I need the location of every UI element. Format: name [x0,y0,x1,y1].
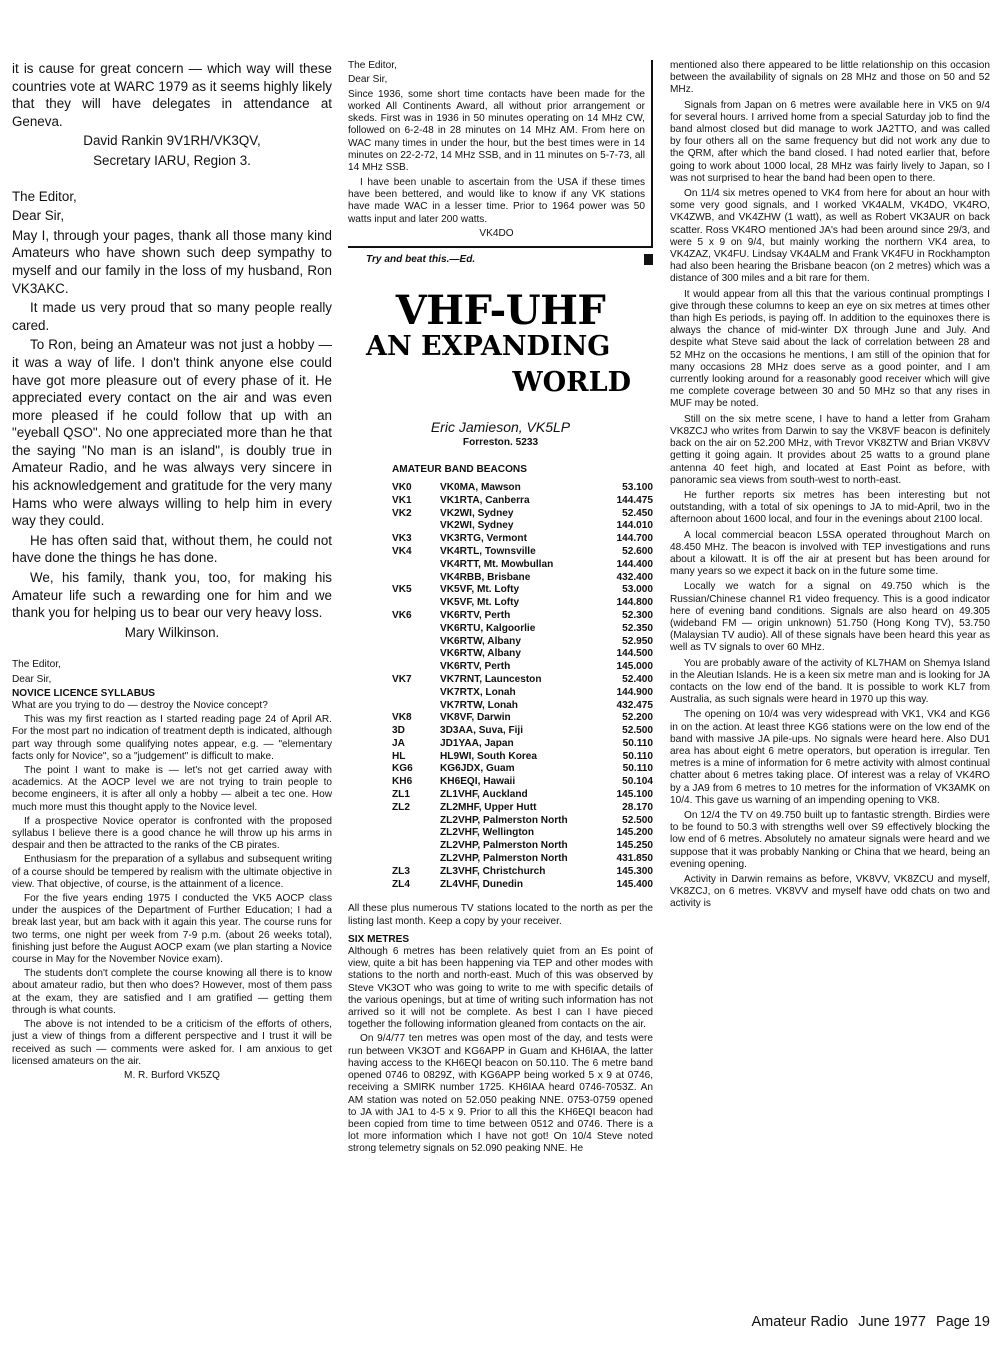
beacon-rows [348,482,653,892]
beacon-frequency: 52.450 [622,507,653,519]
article-author: Eric Jamieson, VK5LP [430,419,571,436]
end-of-article-icon [644,254,653,265]
beacon-callsign: VK6RTV, Perth [440,609,511,621]
beacon-callsign: KH6EQI, Hawaii [440,776,516,788]
beacon-callsign: VK1RTA, Canberra [440,494,530,506]
beacon-row [392,636,653,649]
beacon-frequency: 144.010 [616,520,653,532]
article-paragraph: Activity in Darwin remains as before, VK8VV, VK8ZCU and myself, VK8ZCJ, on 6 metres. VK8VV and myself have odd chats on two and activity is [670,874,990,910]
beacon-frequency: 53.000 [622,584,653,596]
beacon-frequency: 432.400 [616,571,653,583]
beacon-prefix: VK6 [392,609,412,621]
beacon-frequency: 145.000 [616,661,653,673]
beacon-frequency: 52.950 [622,635,653,647]
beacon-frequency: 145.250 [616,840,653,852]
beacon-callsign: VK6RTU, Kalgoorlie [440,622,536,634]
beacon-callsign: VK4RTL, Townsville [440,545,536,557]
six-metres-heading: SIX METRES [348,933,410,945]
beacon-callsign: ZL4VHF, Dunedin [440,878,523,890]
letter-3-salutation: The Editor, [12,659,61,671]
beacon-row [392,802,653,815]
six-metres-paragraph: Although 6 metres has been relatively quiet from an Es point of view, quite a bit has been happening via TEP and other modes with stations to the north and north-east. Much of this was observed by Steve VK3OT who was going to write to me with specific details of the various openings, but at time of writing such information has not arrived so it will not be complete. As best I can I have pieced together the following information gleaned from contacts on the air. [348,946,653,1031]
beacon-prefix [392,520,440,533]
letter-1-signature-title: Secretary IARU, Region 3. [93,152,251,168]
letter-1-end [12,60,332,170]
beacon-callsign: ZL2VHP, Palmerston North [440,814,568,826]
beacon-frequency: 52.300 [622,609,653,621]
beacon-frequency: 145.200 [616,827,653,839]
beacon-row [392,495,653,508]
beacon-callsign: VK2WI, Sydney [440,520,514,532]
beacon-callsign: ZL2MHF, Upper Hutt [440,801,537,813]
beacon-callsign: VK5VF, Mt. Lofty [440,584,520,596]
column-2 [348,60,653,1158]
beacon-row [392,508,653,521]
wac-letter-paragraph: I have been unable to ascertain from the USA if these times have been bettered, and would like to know if any VK stations have made WAC in a lesser time. Prior to 1964 power was 50 watts input and later 200 watts. [348,176,645,225]
article-paragraph: On 11/4 six metres opened to VK4 from here for about an hour with some very good signals, and I worked VK4ALM, VK4DO, VK4RO, VK4ZWB, and VK4ZHW (1 watt), as well as Robert VK3AUR on back scatter. Ross VK4RO mentioned JA's had been around since 29/3, and were 5 x 9 on 9/4, but mainly working the northern VK4 area, to VK4ZAZ, VK4FU. Lindsay VK4ALM and Frank VK4FU in Rockhampton had also been hearing the Brisbane beacon (on 2 metres) which was a distance of 300 miles and a bit rare for them. [670,188,990,285]
beacon-frequency: 432.475 [616,699,653,711]
beacon-row [392,879,653,892]
beacon-prefix: VK1 [392,494,412,506]
article-location: Forreston. 5233 [462,437,539,449]
letter-3 [12,659,332,1082]
beacon-row [392,725,653,738]
article-paragraph: Still on the six metre scene, I have to hand a letter from Graham VK8ZCJ who writes from Darwin to say the VK8VF beacon is definitely back on the air on 52.200 MHz, with Trevor VK8ZTW and Brian VK8VV getting it going again. It provides about 25 watts to a ground plane antenna 40 feet high, and located at East Point as before, with panoramic sea views from south-west to north-east. [670,413,990,486]
beacon-frequency: 50.110 [622,737,653,749]
letter-3-paragraph: What are you trying to do — destroy the Novice concept? [12,700,268,712]
letter-2-paragraph: He has often said that, without them, he could not have done the things he has done. [12,532,332,566]
beacon-callsign: ZL2VHF, Wellington [440,827,535,839]
beacon-frequency: 52.500 [622,725,653,737]
beacon-prefix: VK0 [392,481,412,493]
beacon-frequency: 431.850 [616,853,653,865]
letter-2-paragraph: We, his family, thank you, too, for making his Amateur life such a rewarding one for him and we thank you for helping us to bear our very heavy loss. [12,570,332,621]
beacon-row [392,700,653,713]
beacon-frequency: 52.600 [622,545,653,557]
beacon-row [392,648,653,661]
wac-letter-salutation: The Editor, [348,60,397,71]
column-1 [12,60,332,1084]
beacon-callsign: VK3RTG, Vermont [440,533,527,545]
beacon-prefix: VK5 [392,584,412,596]
beacon-row [392,623,653,636]
beacon-frequency: 28.170 [622,801,653,813]
beacon-callsign: ZL3VHF, Christchurch [440,865,546,877]
beacon-prefix: ZL2 [392,801,410,813]
beacon-callsign: VK7RTX, Lonah [440,686,516,698]
letter-2 [12,188,332,642]
letter-3-paragraph: If a prospective Novice operator is confronted with the proposed syllabus I believe there is a good chance he will throw up his arms in despair and then be attracted to the ranks of the CB pirates. [12,815,332,852]
beacon-row [392,776,653,789]
article-paragraph: Signals from Japan on 6 metres were available here in VK5 on 9/4 for several hours. I arrived home from a special Saturday job to find the band almost closed but did manage to work JA2TTO, and was called by four others all on the same frequency but did not work any due to the QRM, after which the band closed. I had noted earlier that, before going to work about 1000 local, 28 MHz was fairly lively to Japan, so I was not surprised to hear the band had been open to there. [670,99,990,184]
beacon-prefix [392,559,440,572]
beacon-row [392,482,653,495]
article-paragraph: A local commercial beacon L5SA operated throughout March on 48.450 MHz. The beacon is involved with TEP investigations and runs about a kilowatt. It is off the air at present but has been around for many years so we expect it back on in the future some time. [670,529,990,578]
beacon-prefix: ZL4 [392,878,410,890]
beacon-callsign: VK6RTV, Perth [440,661,511,673]
beacon-callsign: VK6RTW, Albany [440,648,521,660]
beacon-row [392,815,653,828]
beacon-prefix [392,623,440,636]
beacon-callsign: 3D3AA, Suva, Fiji [440,725,524,737]
beacon-prefix [392,597,440,610]
beacon-callsign: VK6RTW, Albany [440,635,521,647]
beacon-row [392,661,653,674]
beacon-callsign: ZL1VHF, Auckland [440,789,528,801]
wac-letter-paragraph: Since 1936, some short time contacts have been made for the worked All Continents Award, all without prior arrangement or skeds. First was in 1936 in 50 minutes operating on 14 MHz CW, followed on 6-2-48 in 28 minutes on 14 MHz AM. From here on WAC many times in under the hour, but the best times were in 14 minutes on 22-2-72, 14 MHz SSB, and in 11 minutes on 5-7-73, all 14 MHz SSB. [348,88,645,174]
wac-letter-salutation: Dear Sir, [348,74,388,86]
letter-2-paragraph: May I, through your pages, thank all those many kind Amateurs who have shown such deep sympathy to myself and our family in the loss of my husband, Ron VK3AKC. [12,227,332,296]
beacon-frequency: 144.800 [616,597,653,609]
article-title [348,287,653,401]
beacon-callsign: VK0MA, Mawson [440,481,521,493]
beacon-prefix [392,648,440,661]
beacon-frequency: 52.350 [622,622,653,634]
footer-date: June 1977 [858,1314,926,1330]
beacon-row [392,687,653,700]
beacon-row [392,674,653,687]
beacon-prefix: ZL3 [392,865,410,877]
letter-2-salutation: The Editor, [12,188,77,204]
beacon-frequency: 52.500 [622,814,653,826]
beacon-prefix: VK8 [392,712,412,724]
beacon-prefix [392,572,440,585]
beacon-row [392,827,653,840]
beacon-prefix: VK2 [392,507,412,519]
editor-note [366,254,653,265]
beacon-frequency: 145.400 [616,878,653,890]
beacon-prefix [392,815,440,828]
beacon-frequency: 144.700 [616,533,653,545]
beacon-callsign: HL9WI, South Korea [440,750,538,762]
beacon-callsign: ZL2VHP, Palmerston North [440,840,568,852]
beacons-note: All these plus numerous TV stations located to the north as per the listing last month. Keep a copy by your receiver. [348,903,653,927]
beacon-prefix: VK7 [392,673,412,685]
wac-letter-signature: VK4DO [479,227,514,239]
beacon-callsign: VK7RTW, Lonah [440,699,518,711]
column-3 [670,60,990,914]
beacon-prefix [392,661,440,674]
beacon-frequency: 50.110 [622,750,653,762]
beacon-prefix: VK3 [392,533,412,545]
beacon-prefix [392,840,440,853]
letter-3-paragraph: The point I want to make is — let's not get carried away with academics. At the AOCP level we are not trying to train people to become engineers, it is after all only a hobby — albeit a tec one. How much more must this thought apply to the Novice level. [12,765,332,813]
beacon-row [392,546,653,559]
wac-letter [348,60,653,248]
letter-1-text: it is cause for great concern — which way will these countries vote at WARC 1979 as it seems highly likely that they will have delegates in attendance at Geneva. [12,61,332,129]
article-paragraph: Locally we watch for a signal on 49.750 which is the Russian/Chinese channel R1 video frequency. This is a good indicator here of evening band conditions. Signals are also heard on 49.305 (wideband FM — origin unknown) 51.750 (Hong Kong TV), 53.750 (Malaysian TV audio). All of these signals have been heard this year as well as TV signals to over 60 MHz. [670,581,990,654]
article-paragraph: On 12/4 the TV on 49.750 built up to fantastic strength. Birdies were to be found to 50.3 with strengths well over S9 effectively blocking the low end of 6 metres. Absolutely no amateur signals were heard and we suppose that it was probably Nanking or China that we heard, being an evening opening. [670,809,990,870]
beacon-frequency: 52.400 [622,673,653,685]
beacon-prefix: KG6 [392,763,413,775]
beacon-row [392,789,653,802]
beacon-prefix: JA [392,737,405,749]
beacon-prefix: VK4 [392,545,412,557]
letter-3-signature: M. R. Burford VK5ZQ [124,1069,220,1081]
beacon-callsign: KG6JDX, Guam [440,763,515,775]
article-title-line: WORLD [512,367,631,399]
beacon-list [348,464,653,891]
beacon-frequency: 145.300 [616,865,653,877]
beacon-row [392,597,653,610]
beacon-row [392,763,653,776]
beacon-callsign: JD1YAA, Japan [440,737,514,749]
beacon-row [392,572,653,585]
beacon-frequency: 50.104 [622,776,653,788]
beacon-list-heading: AMATEUR BAND BEACONS [392,464,527,476]
beacon-prefix [392,827,440,840]
letter-2-salutation: Dear Sir, [12,208,65,224]
beacon-prefix: KH6 [392,776,413,788]
beacon-frequency: 144.400 [616,558,653,570]
beacon-callsign: VK5VF, Mt. Lofty [440,597,520,609]
column-3-body [670,60,990,911]
six-metres-paragraph: On 9/4/77 ten metres was open most of the day, and tests were run between VK3OT and KG6APP in Guam and KH6IAA, the latter having access to the KH6EQI beacon on 50.110. The 6 metre band opened 0746 to 0829Z, with KG6APP being worked 5 x 9 at 0746, receiving a SMIRK number 1725. KH6IAA heard 0746-7053Z. An AM station was noted on 52.050 peaking NNE. 0753-0759 opened to JA with JA1 to 4-5 x 9. Prior to all this the KH6EQI beacon had been copied from time to time between 0512 and 0746. There is a lot more information which I have not got! On 10/4 Steve noted strong telemetry signals on 52.090 peaking NNE. He [348,1033,653,1155]
beacon-prefix: 3D [392,725,405,737]
beacon-frequency: 53.100 [622,481,653,493]
beacon-row [392,520,653,533]
beacon-frequency: 144.900 [616,686,653,698]
letter-3-salutation: Dear Sir, [12,673,52,685]
beacon-row [392,751,653,764]
letter-3-paragraph: Enthusiasm for the preparation of a syllabus and subsequent writing of a course should be tempered by realism with the ultimate objective in view. That objective, of course, is the attainment of a licence. [12,854,332,890]
beacon-callsign: ZL2VHP, Palmerston North [440,853,568,865]
beacon-row [392,738,653,751]
beacon-frequency: 144.500 [616,648,653,660]
beacon-frequency: 52.200 [622,712,653,724]
article-title-line: AN EXPANDING [366,331,611,363]
editor-note-text: Try and beat this.—Ed. [366,254,476,266]
article-paragraph: mentioned also there appeared to be little relationship on this occasion between the availability of signals on 28 MHz and those on 50 and 52 MHz. [670,60,990,96]
beacon-frequency: 144.475 [616,494,653,506]
letter-3-heading: NOVICE LICENCE SYLLABUS [12,687,156,699]
beacon-prefix [392,687,440,700]
beacon-row [392,610,653,623]
beacon-callsign: VK4RTT, Mt. Mowbullan [440,558,554,570]
page-footer [700,1314,990,1330]
beacon-callsign: VK4RBB, Brisbane [440,571,531,583]
beacon-prefix: HL [392,750,406,762]
beacon-row [392,584,653,597]
column-2-body [348,903,653,1155]
beacon-prefix [392,636,440,649]
beacon-row [392,866,653,879]
letter-3-paragraph: The students don't complete the course knowing all there is to know about amateur radio, but then who does? However, most of them pass at the exam, they are satisfied and I am gratified — getting them through is what counts. [12,968,332,1016]
beacon-row [392,840,653,853]
article-paragraph: He further reports six metres has been interesting but not outstanding, with a total of six openings to JA to mid-April, two in the afternoon about 1600 local, and four in the evenings about 2100 local. [670,489,990,526]
beacon-prefix: ZL1 [392,789,410,801]
beacon-row [392,712,653,725]
beacon-callsign: VK8VF, Darwin [440,712,511,724]
article-paragraph: It would appear from all this that the various continual promptings I give through these columns to keep an eye on six metres at times other than high Es periods, is paying off. In addition to the equinoxes there is always the chance of mid-winter DX through June and July. And despite what Steve said about the lack of correlation between 28 and 52 MHz on the occasions he mentions, I am still of the opinion that for many occasions 28 MHz does serve as a good pointer, and I am currently looking around for a reasonably good receiver which will give me complete coverage between 30 and 50 MHz so that any rises in MUF may be noted. [670,288,990,410]
footer-page-number: Page 19 [935,1314,990,1330]
beacon-row [392,559,653,572]
letter-3-paragraph: This was my first reaction as I started reading page 24 of April AR. For the most part no indication of treatment depth is indicated, although part way through some qualifying notes appear, e.g. — "elementary facts only for Novice", so a "judgement" is difficult to make. [12,714,332,762]
letter-2-paragraph: To Ron, being an Amateur was not just a hobby — it was a way of life. I don't think anyone else could have got more pleasure out of every phase of it. He appreciated every contact on the air and was even more pleased if he could follow that up with an "eyeball QSO". No one appreciated more than he that the saying "No man is an island", is doubly true in Amateur Radio, and he was always very sincere in his acknowledgement and gratitude for the very many Hams who were always willing to help him in every way they could. [12,337,332,529]
beacon-row [392,853,653,866]
article-paragraph: You are probably aware of the activity of KL7HAM on Shemya Island in the Aleutian Islands. He is a keen six metre man and is looking for JA contacts on the low end of the band. It is possible to work KL7 from Australia, as such signals were heard in 1970 up this way. [670,657,990,706]
letter-2-signature: Mary Wilkinson. [124,624,220,640]
beacon-frequency: 50.110 [622,763,653,775]
letter-2-paragraph: It made us very proud that so many people really cared. [12,300,332,333]
beacon-prefix [392,700,440,713]
letter-3-paragraph: The above is not intended to be a criticism of the efforts of others, just a view of things from a different perspective and I trust it will be received as such — comments were asked for. I am anxious to get licensed amateurs on the air. [12,1019,332,1067]
footer-publication: Amateur Radio [751,1314,849,1330]
article-paragraph: The opening on 10/4 was very widespread with VK1, VK4 and KG6 in on the action. At least three KG6 stations were on the low end of the band with massive JA pile-ups. No signals were heard here. Also DU1 area has about eight 6 metre operators, but operation is irregular. Ten metres is a mine of information for 6 metre activity with almost continual chatter about 6 metres taking place. Of interest was a relay of VK4RO by a JA9 from 6 metres to 10 metres for the information of VK3AMK on 10/4. This gave us warning of an impending opening to VK8. [670,709,990,806]
beacon-prefix [392,853,440,866]
letter-1-signature-name: David Rankin 9V1RH/VK3QV, [83,133,261,149]
beacon-frequency: 145.100 [616,789,653,801]
beacon-row [392,533,653,546]
beacon-callsign: VK2WI, Sydney [440,507,514,519]
letter-3-paragraph: For the five years ending 1975 I conducted the VK5 AOCP class under the auspices of the Department of Further Education; I had a break last year, but am back with it again this year. The course runs for two terms, one night per week from 7-9 p.m. (about 26 weeks total), finishing just before the August AOCP exam (we plan starting a Novice course in May for the November Novice exam). [12,893,332,966]
beacon-callsign: VK7RNT, Launceston [440,673,542,685]
article-title-line: VHF-UHF [395,287,606,335]
